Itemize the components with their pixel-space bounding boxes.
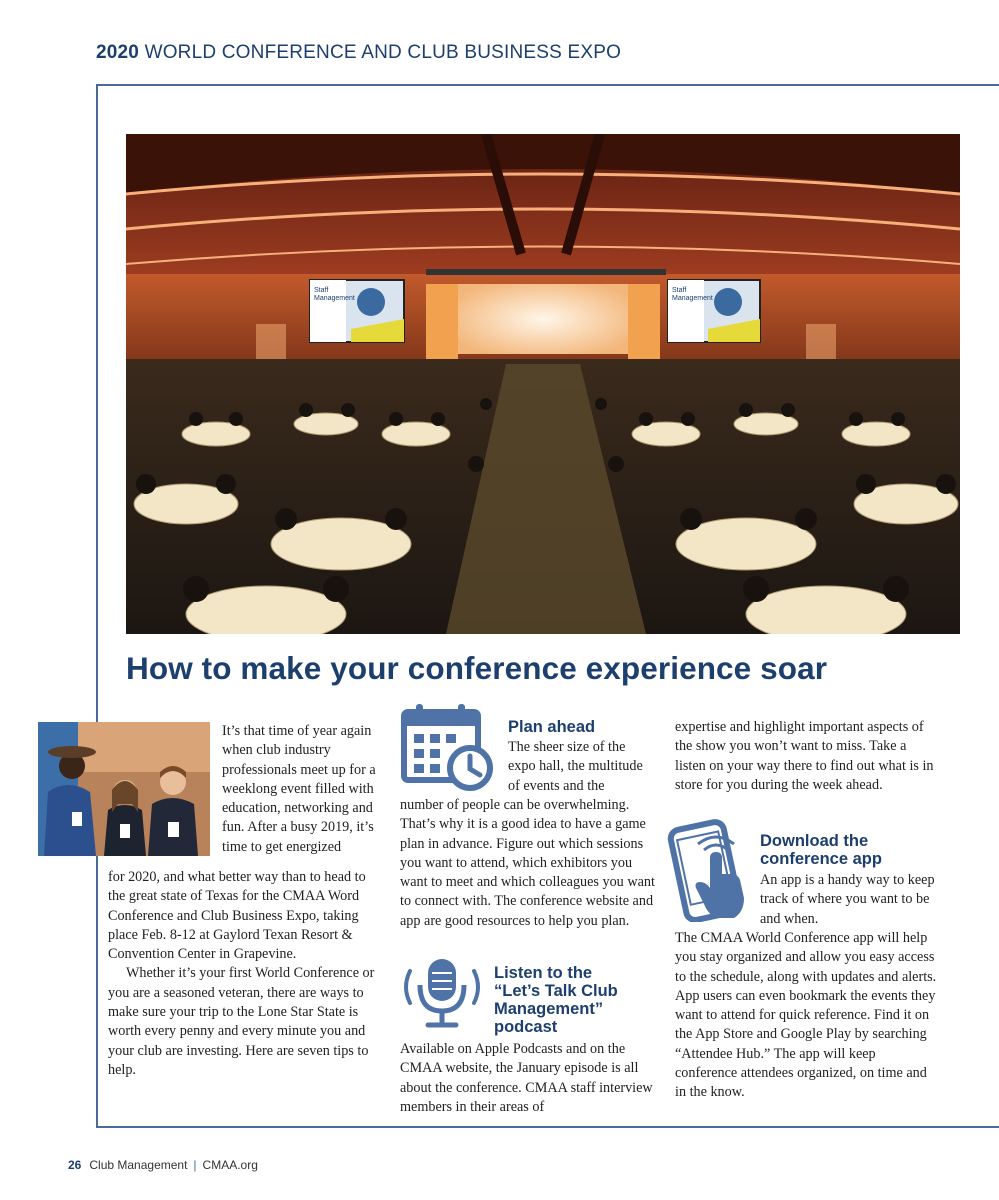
download-app-text-top: An app is a handy way to keep track of where you want to be and when. — [760, 872, 935, 927]
page-footer — [68, 1158, 258, 1172]
footer-website: CMAA.org — [202, 1158, 258, 1172]
podcast-title-line-3: Management” — [494, 1000, 604, 1018]
podcast-title — [494, 964, 654, 1036]
microphone-icon — [400, 955, 484, 1031]
intro-column-bottom — [108, 868, 384, 1080]
calendar-clock-icon — [400, 702, 496, 794]
download-app-title — [760, 832, 882, 868]
header-year: 2020 — [96, 42, 140, 63]
plan-ahead-text-top: The sheer size of the expo hall, the multitude of events and the — [508, 739, 643, 794]
ballroom-illustration — [126, 134, 960, 634]
phone-touch-icon — [664, 818, 756, 922]
podcast-title-line-2: “Let’s Talk Club — [494, 982, 618, 1000]
podcast-text-continued: expertise and highlight important aspects of the show you won’t want to miss. Take a listen on your way there to find out what is in store for you during the week ahead. — [675, 719, 934, 793]
publication-name: Club Management — [89, 1158, 188, 1172]
running-header — [96, 42, 621, 64]
right-screen-line1: Staff — [672, 287, 687, 294]
plan-ahead-text-bottom: number of people can be overwhelming. That’s why it is a good idea to have a game plan in advance. Figure out which sessions you want to attend, which exhibitors you want to meet and which colleagues you want to connect with. The conference website and app are good resources to help you plan. — [400, 797, 655, 929]
intro-paragraph-top: It’s that time of year again when club industry professionals meet up for a weeklong event filled with education, networking and fun. After a busy 2019, it’s time to get energized — [222, 723, 376, 855]
article-headline: How to make your conference experience soar — [126, 650, 828, 686]
right-screen-line2: Management — [672, 295, 713, 302]
podcast-title-line-1: Listen to the — [494, 964, 593, 982]
attendees-photo — [38, 722, 210, 856]
hero-photo-ballroom — [126, 134, 960, 634]
plan-ahead-title: Plan ahead — [508, 718, 596, 736]
podcast-title-line-4: podcast — [494, 1018, 558, 1036]
header-title: WORLD CONFERENCE AND CLUB BUSINESS EXPO — [144, 42, 622, 63]
attendees-illustration — [38, 722, 210, 856]
left-screen-line2: Management — [314, 295, 355, 302]
download-app-title-line-2: conference app — [760, 850, 882, 868]
download-app-title-line-1: Download the — [760, 832, 869, 850]
intro-paragraph-2: Whether it’s your first World Conference or you are a seasoned veteran, there are ways to make sure your trip to the Lone Star State is worth every penny and every minute you and your club are investing. Here are seven tips to help. — [108, 965, 375, 1078]
footer-separator: | — [193, 1158, 197, 1172]
podcast-text: Available on Apple Podcasts and on the CMAA website, the January episode is all about the conference. CMAA staff interview members in their areas of — [400, 1041, 653, 1115]
intro-paragraph-bottom: for 2020, and what better way than to head to the great state of Texas for the CMAA Word Conference and Club Business Expo, taking place Feb. 8-12 at Gaylord Texan Resort & Convention Center in Grapevine. — [108, 869, 366, 963]
download-app-text-bottom: The CMAA World Conference app will help you stay organized and allow you easy access to the schedule, along with updates and alerts. App users can even bookmark the events they want to attend for quick reference. Find it on the App Store and Google Play by searching “Attendee Hub.” The app will keep conference attendees organized, on time and in the know. — [675, 930, 937, 1101]
left-screen-line1: Staff — [314, 287, 329, 294]
page-number: 26 — [68, 1158, 82, 1172]
